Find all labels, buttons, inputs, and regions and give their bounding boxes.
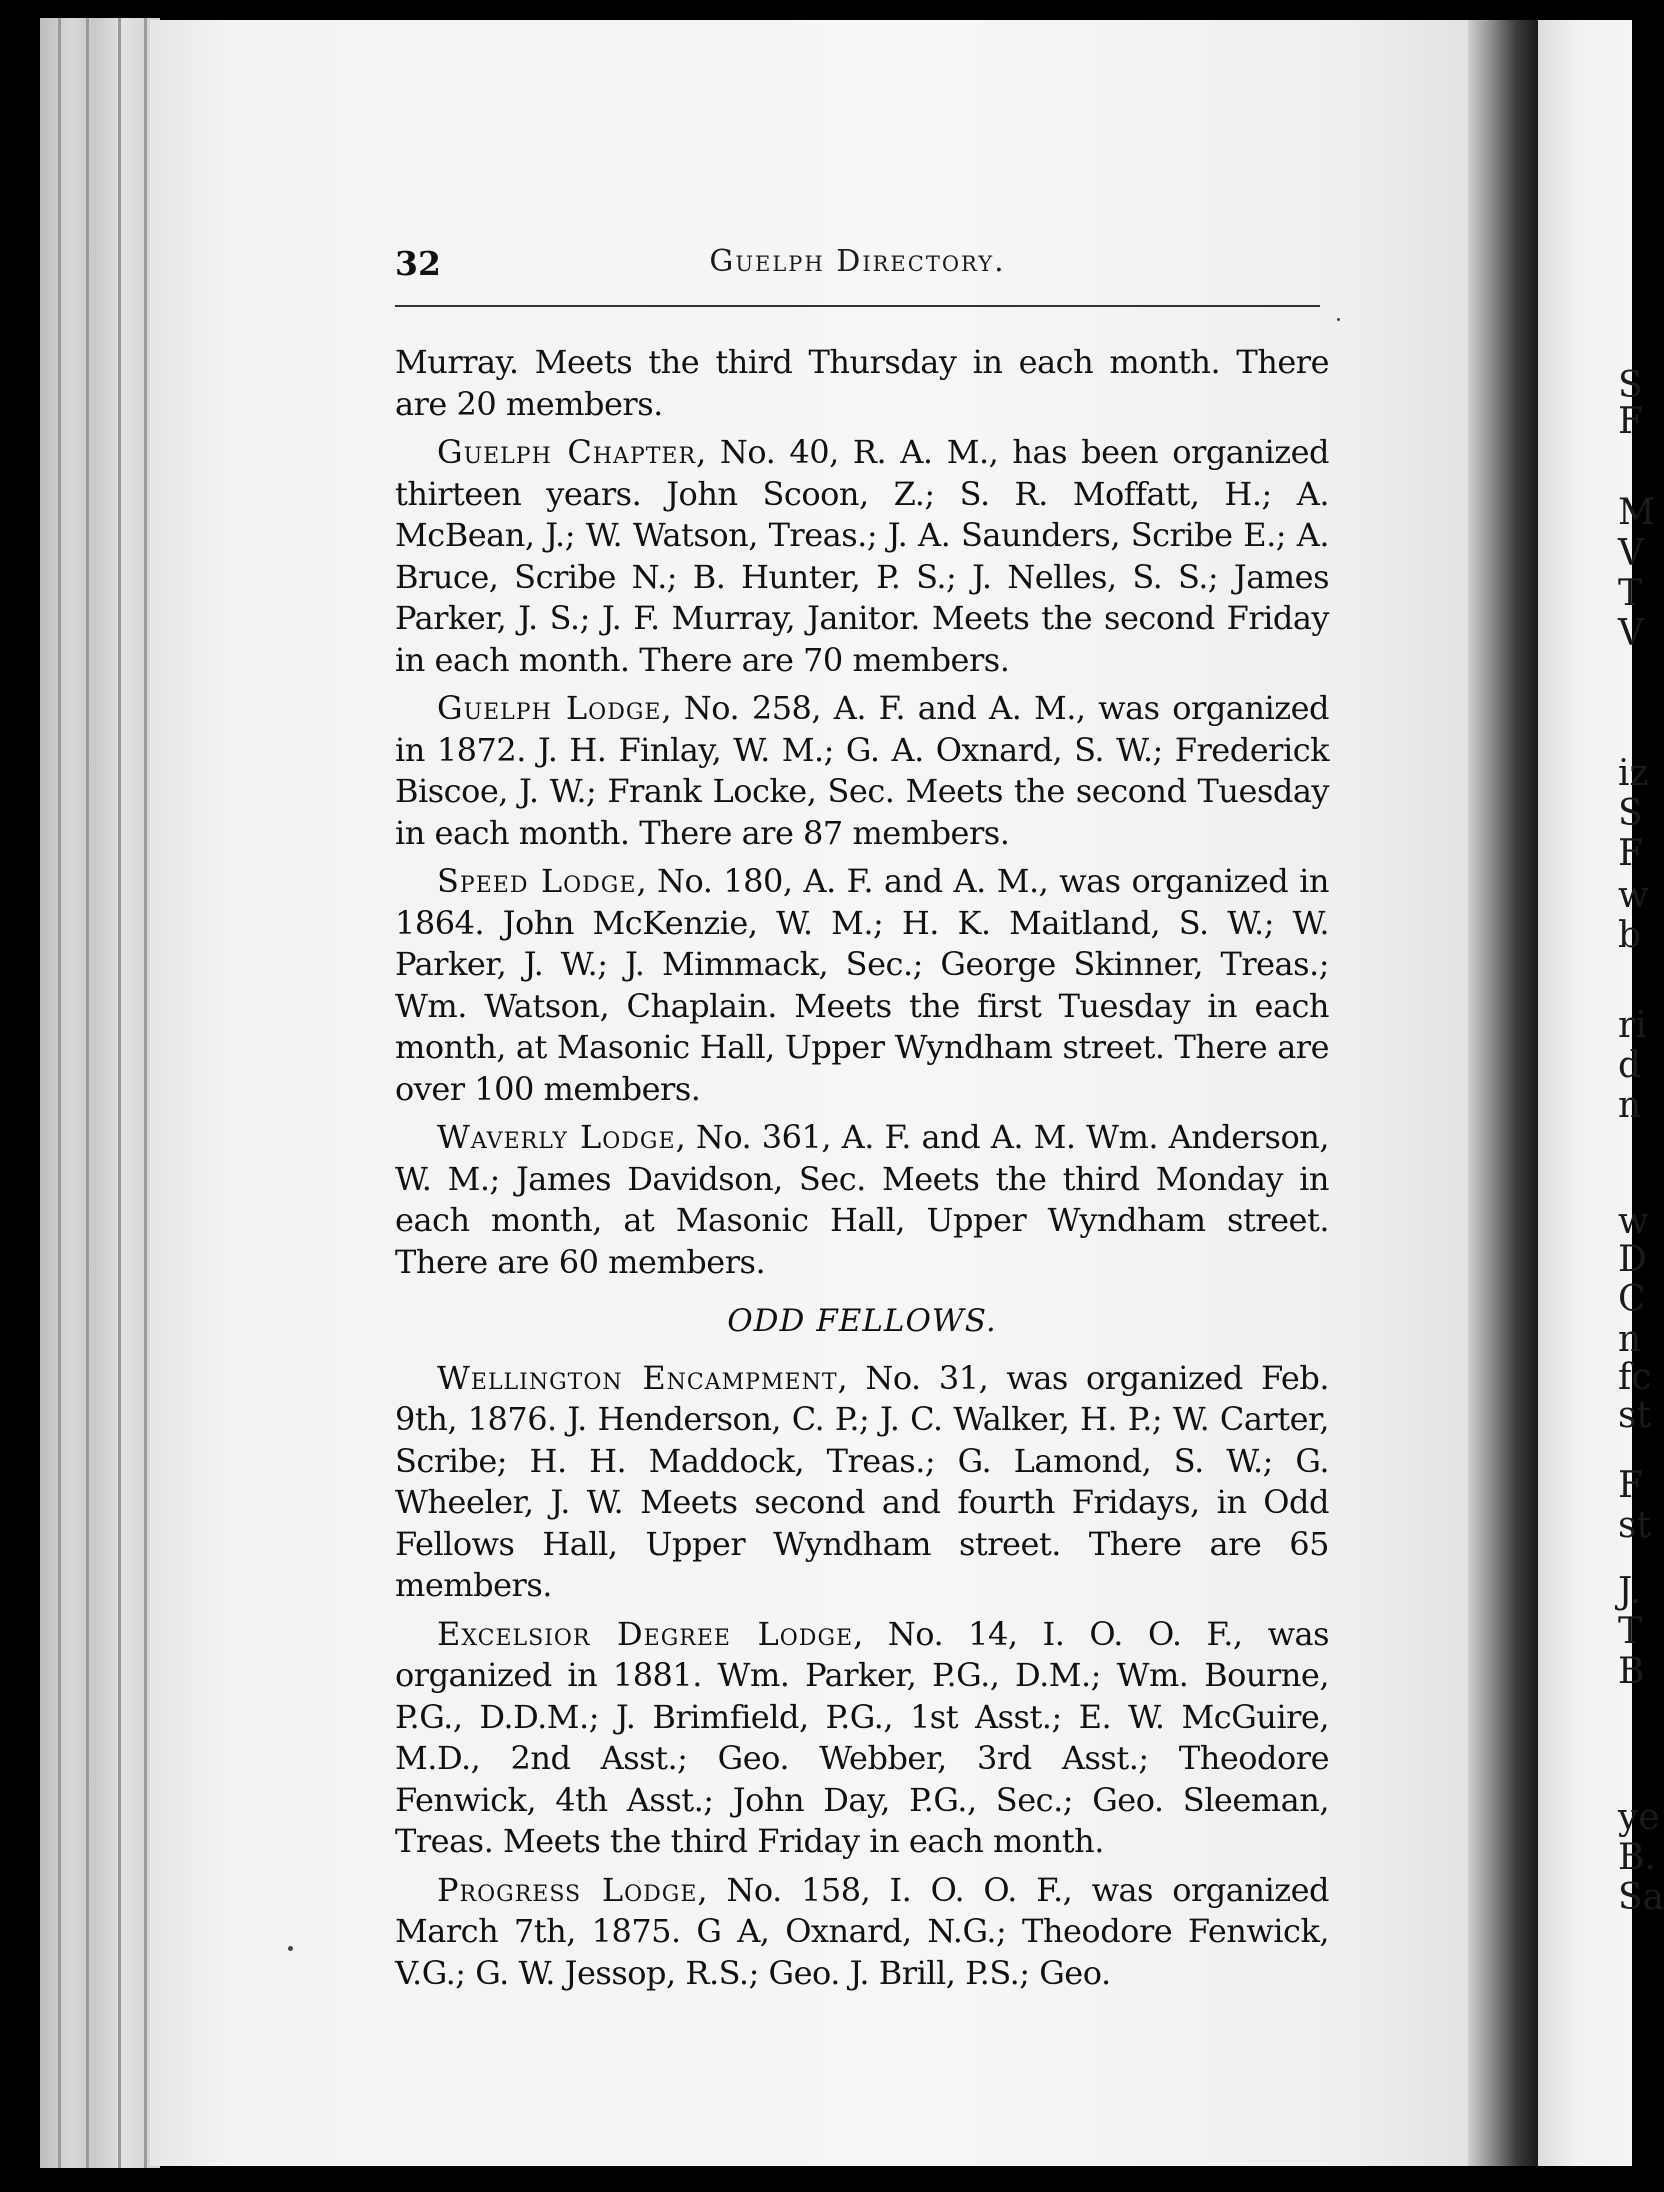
- facing-page-fragment: D: [1618, 1239, 1647, 1280]
- paragraph-text: , No. 40, R. A. M., has been organized thirteen years. John Scoon, Z.; S. R. Moffatt, H.; A. McBean, J.; W. Watson, Treas.; J. A. Saunders, Scribe E.; A. Bruce, Scribe N.; B. Hunter, P. S.; J. Nelles, S. S.; James Parker, J. S.; J. F. Murray, Janitor. Meets the second Friday in each month. There are 70 members.: [395, 433, 1330, 679]
- facing-page-fragment: J.: [1618, 1571, 1642, 1612]
- facing-page-fragment: ye: [1618, 1797, 1660, 1838]
- header-rule: [395, 305, 1320, 307]
- book-page-edges: [40, 18, 160, 2168]
- paragraph-lead: Speed Lodge: [437, 862, 637, 900]
- page-body: [395, 342, 1329, 2001]
- paragraph-lead: Excelsior Degree Lodge: [437, 1614, 854, 1653]
- facing-page-fragment: st: [1618, 1505, 1651, 1546]
- facing-page-fragment: V: [1618, 613, 1644, 654]
- facing-page-fragment: d: [1618, 1045, 1642, 1086]
- facing-page-fragment: C: [1618, 1279, 1646, 1320]
- paragraph-text: , No. 180, A. F. and A. M., was organized in 1864. John McKenzie, W. M.; H. K. Maitland, S. W.; W. Parker, J. W.; J. Mimmack, Sec.; George Skinner, Treas.; Wm. Watson, Chaplain. Meets the first Tuesday in each month, at Masonic Hall, Upper Wyndham street. There are over 100 members.: [395, 862, 1330, 1108]
- paragraph-lead: Progress Lodge: [437, 1870, 698, 1909]
- facing-page-fragment: n: [1618, 1085, 1642, 1126]
- section-heading: ODD FELLOWS.: [727, 1303, 997, 1339]
- paragraph-text: , No. 31, was organized Feb. 9th, 1876. J. Henderson, C. P.; J. C. Walker, H. P.; W. Carter, Scribe; H. H. Maddock, Treas.; G. Lamond, S. W.; G. Wheeler, J. W. Meets second and fourth Fridays, in Odd Fellows Hall, Upper Wyndham street. There are 65 members.: [395, 1358, 1330, 1604]
- paper-speck: [288, 1946, 293, 1951]
- facing-page-fragment: n: [1618, 1319, 1642, 1360]
- paragraph-text: , No. 14, I. O. O. F., was organized in 1881. Wm. Parker, P.G., D.M.; Wm. Bourne, P.G., D.D.M.; J. Brimfield, P.G., 1st Asst.; E. W. McGuire, M.D., 2nd Asst.; Geo. Webber, 3rd Asst.; Theodore Fenwick, 4th Asst.; John Day, P.G., Sec.; Geo. Sleeman, Treas. Meets the third Friday in each month.: [395, 1614, 1330, 1860]
- paragraph-lead: Guelph Chapter: [437, 433, 697, 471]
- page-header: [395, 244, 1320, 292]
- paper-speck: [1337, 318, 1340, 321]
- facing-page-edge: [1538, 20, 1664, 2166]
- facing-page-fragment: F: [1618, 401, 1643, 442]
- paragraph-lead: Wellington Encampment: [437, 1358, 838, 1397]
- facing-page-fragment: Sa: [1618, 1877, 1664, 1918]
- paragraph: [395, 1117, 1329, 1283]
- facing-page-fragment: S: [1618, 365, 1643, 406]
- paragraph: [395, 1870, 1329, 1995]
- paragraph-lead: Guelph Lodge: [437, 689, 662, 727]
- facing-page-fragment: b: [1618, 915, 1642, 956]
- paragraph-text: , No. 361, A. F. and A. M. Wm. Anderson, W. M.; James Davidson, Sec. Meets the third Monday in each month, at Masonic Hall, Upper Wyndham street. There are 60 members.: [395, 1118, 1330, 1281]
- paragraph-lead: Waverly Lodge: [437, 1118, 676, 1156]
- facing-page-fragment: T: [1618, 573, 1643, 614]
- facing-page-fragment: B: [1618, 1651, 1645, 1692]
- facing-page-fragment: st: [1618, 1395, 1651, 1436]
- facing-page-fragment: F: [1618, 1465, 1643, 1506]
- running-title: Guelph Directory.: [709, 244, 1006, 279]
- paragraph: [395, 688, 1329, 854]
- facing-page-fragment: T: [1618, 1611, 1643, 1652]
- paragraph-text: , No. 158, I. O. O. F., was organized March 7th, 1875. G A, Oxnard, N.G.; Theodore Fenwick, V.G.; G. W. Jessop, R.S.; Geo. J. Brill, P.S.; Geo.: [395, 1870, 1329, 1992]
- page-gutter-shadow: [1468, 20, 1538, 2166]
- paragraph: [395, 432, 1329, 681]
- facing-page-fragment: fc: [1618, 1357, 1652, 1398]
- paragraph: [395, 861, 1329, 1110]
- paragraph: [395, 1358, 1329, 1607]
- facing-page-fragment: ri: [1618, 1005, 1647, 1046]
- facing-page-fragment: M: [1618, 492, 1655, 533]
- facing-page-fragment: w: [1618, 875, 1649, 916]
- paragraph-text: Murray. Meets the third Thursday in each month. There are 20 members.: [395, 343, 1329, 423]
- page-number: 32: [395, 244, 441, 283]
- facing-page-fragment: V: [1618, 533, 1644, 574]
- facing-page-fragment: S: [1618, 793, 1643, 834]
- facing-page-fragment: w: [1618, 1201, 1649, 1242]
- facing-page-fragment: F: [1618, 833, 1643, 874]
- paragraph-text: , No. 258, A. F. and A. M., was organized in 1872. J. H. Finlay, W. M.; G. A. Oxnard, S. W.; Frederick Biscoe, J. W.; Frank Locke, Sec. Meets the second Tuesday in each month. There are 87 members.: [395, 689, 1330, 852]
- paragraph: [395, 1614, 1329, 1863]
- facing-page-fragment: iz: [1618, 753, 1649, 794]
- facing-page-fragment: B.: [1618, 1837, 1656, 1878]
- paragraph: [395, 342, 1329, 425]
